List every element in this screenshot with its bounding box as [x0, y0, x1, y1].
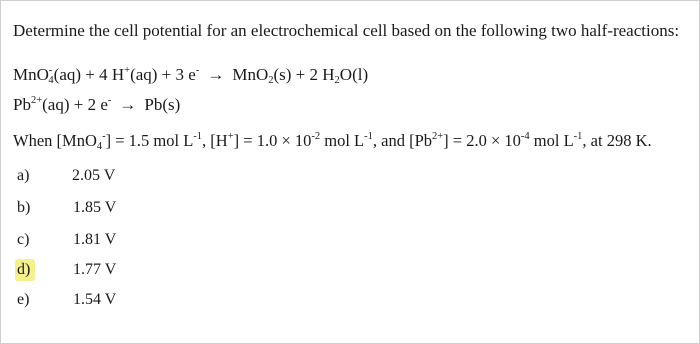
rxn2-arrow-icon: →	[119, 95, 137, 114]
answer-option-a[interactable]	[17, 165, 217, 187]
cond-text-6: , and [Pb	[372, 131, 432, 150]
rxn1-text-3: (aq) + 3 e	[130, 65, 196, 84]
cond-charge-1: -	[102, 131, 106, 142]
cond-exponent-4: -2	[311, 131, 321, 142]
option-letter: a)	[17, 167, 30, 184]
half-reaction-permanganate	[13, 65, 368, 85]
rxn2-text-1: Pb	[13, 95, 31, 114]
option-letter: b)	[17, 199, 31, 216]
option-value: 2.05 V	[72, 167, 116, 184]
rxn1-arrow-icon: →	[207, 65, 225, 84]
cond-exponent-8: -1	[573, 131, 583, 142]
rxn2-charge-1: 2+	[30, 95, 43, 106]
option-letter: e)	[17, 291, 30, 308]
cond-text-5: mol L	[320, 131, 365, 150]
rxn1-charge-3: -	[195, 65, 200, 76]
rxn1-text-1: MnO	[13, 65, 49, 84]
rxn1-text-2: (aq) + 4 H	[53, 65, 125, 84]
rxn1-subscript-1: 4	[48, 75, 54, 86]
option-value: 1.77 V	[73, 261, 117, 278]
answer-option-d[interactable]	[17, 259, 217, 281]
rxn1-text-6: O(l)	[339, 65, 369, 84]
half-reaction-lead	[13, 95, 180, 115]
option-letter-highlighted: d)	[15, 259, 35, 281]
cond-charge-6: 2+	[432, 131, 444, 142]
answer-option-e[interactable]	[17, 289, 217, 311]
option-value: 1.85 V	[73, 199, 117, 216]
rxn1-subscript-4: 2	[268, 75, 274, 86]
rxn1-charge-2: +	[124, 65, 131, 76]
rxn2-text-3: Pb(s)	[144, 95, 181, 114]
cond-subscript-1: 4	[96, 141, 103, 152]
cond-text-7: ] = 2.0 × 10	[443, 131, 521, 150]
cond-exponent-7: -4	[520, 131, 530, 142]
answer-option-b[interactable]	[17, 197, 217, 219]
cond-exponent-2: -1	[193, 131, 203, 142]
cond-text-3: , [H	[202, 131, 228, 150]
cond-charge-3: +	[227, 131, 234, 142]
rxn1-charge-1: -	[48, 65, 53, 76]
question-intro: Determine the cell potential for an electrochemical cell based on the following two half-reactions:	[13, 21, 680, 40]
rxn1-text-5: (s) + 2 H	[273, 65, 335, 84]
rxn1-subscript-5: 2	[334, 75, 340, 86]
option-value: 1.81 V	[73, 231, 117, 248]
answer-option-c[interactable]	[17, 229, 217, 251]
rxn2-charge-2: -	[107, 95, 112, 106]
cond-exponent-5: -1	[364, 131, 373, 142]
rxn1-text-4: MnO	[232, 65, 269, 84]
cond-text-1: When [MnO	[13, 131, 97, 150]
cond-text-9: , at 298 K.	[582, 131, 652, 150]
question-conditions	[13, 131, 652, 151]
cond-text-4: ] = 1.0 × 10	[233, 131, 312, 150]
cond-text-8: mol L	[529, 131, 574, 150]
cond-text-2: ] = 1.5 mol L	[105, 131, 194, 150]
option-value: 1.54 V	[73, 291, 117, 308]
option-letter: c)	[17, 231, 30, 248]
rxn2-text-2: (aq) + 2 e	[42, 95, 108, 114]
